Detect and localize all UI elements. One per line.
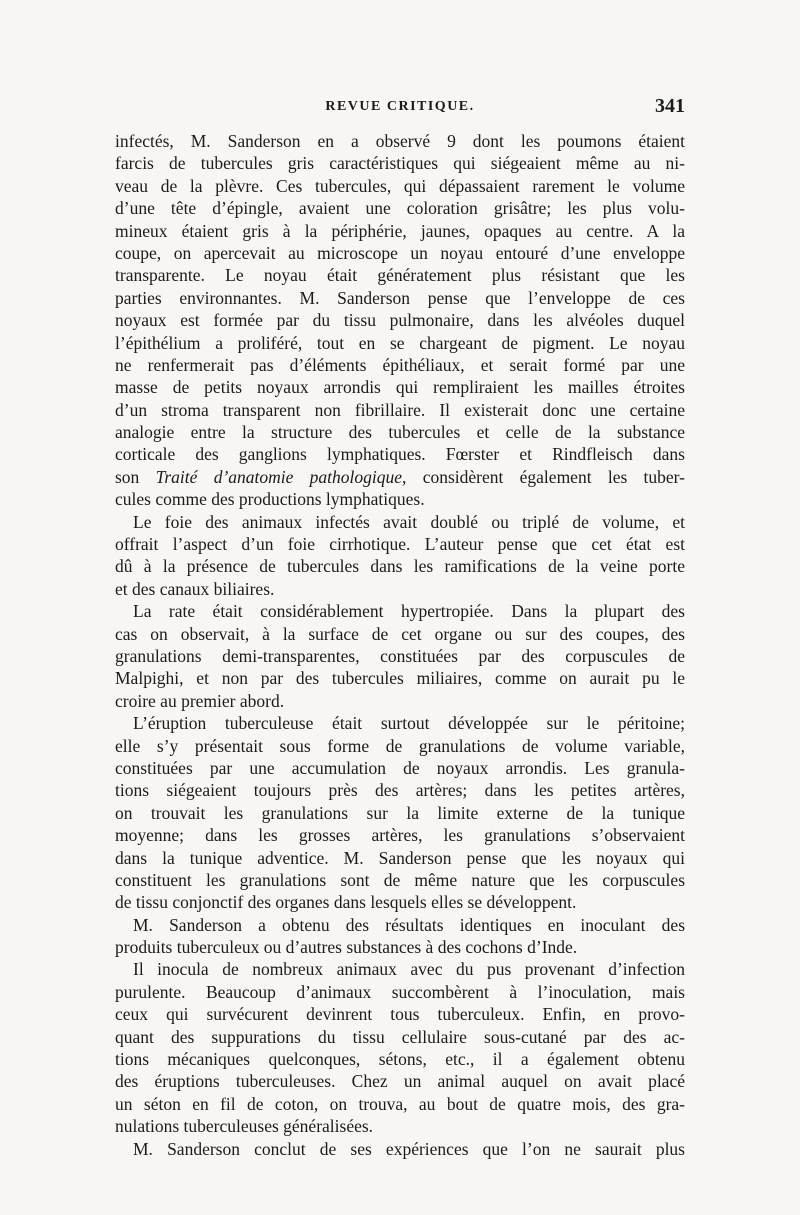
text-line: farcis de tubercules gris caractéristiques qui siégeaient même au ni-: [115, 153, 685, 174]
text-line: quant des suppurations du tissu cellulaire sous-cutané par des ac-: [115, 1026, 685, 1047]
text-line: noyaux est formée par du tissu pulmonaire, dans les alvéoles duquel: [115, 310, 685, 331]
text-line: un séton en fil de coton, on trouva, au bout de quatre mois, des gra-: [115, 1093, 685, 1114]
text-line: offrait l’aspect d’un foie cirrhotique. L’auteur pense que cet état est: [115, 534, 685, 555]
text-segment: , considèrent également les tuber-: [402, 466, 685, 487]
text-line: tions mécaniques quelconques, sétons, etc., il a également obtenu: [115, 1049, 685, 1070]
text-line: masse de petits noyaux arrondis qui rempliraient les mailles étroites: [115, 377, 685, 398]
text-line: ne renfermerait pas d’éléments épithéliaux, et serait formé par une: [115, 354, 685, 375]
text-line: constituent les granulations sont de même nature que les corpuscules: [115, 869, 685, 890]
text-line: [115, 466, 685, 488]
page-number: 341: [655, 95, 685, 117]
text-line: parties environnantes. M. Sanderson pense que l’enveloppe de ces: [115, 287, 685, 308]
text-line: La rate était considérablement hypertropiée. Dans la plupart des: [133, 601, 685, 622]
text-line: Le foie des animaux infectés avait doublé ou triplé de volume, et: [133, 511, 685, 532]
text-line: des éruptions tuberculeuses. Chez un animal auquel on avait placé: [115, 1071, 685, 1092]
text-line: Malpighi, et non par des tubercules miliaires, comme on aurait pu le: [115, 668, 685, 689]
text-line: purulente. Beaucoup d’animaux succombèrent à l’inoculation, mais: [115, 981, 685, 1002]
running-title: REVUE CRITIQUE.: [325, 99, 475, 114]
text-line: M. Sanderson a obtenu des résultats identiques en inoculant des: [133, 914, 685, 935]
text-line: transparente. Le noyau était génératement plus résistant que les: [115, 265, 685, 286]
text-line: mineux étaient gris à la périphérie, jaunes, opaques au centre. A la: [115, 220, 685, 241]
text-segment: son: [115, 466, 156, 487]
text-line: corticale des ganglions lymphatiques. Fœrster et Rindfleisch dans: [115, 444, 685, 465]
text-line: cas on observait, à la surface de cet organe ou sur des coupes, des: [115, 623, 685, 644]
text-line: veau de la plèvre. Ces tubercules, qui dépassaient rarement le volume: [115, 175, 685, 196]
text-line: dans la tunique adventice. M. Sanderson pense que les noyaux qui: [115, 847, 685, 868]
text-line: coupe, on apercevait au microscope un noyau entouré d’une enveloppe: [115, 242, 685, 263]
text-line: dû à la présence de tubercules dans les ramifications de la veine porte: [115, 556, 685, 577]
text-line: et des canaux biliaires.: [115, 578, 275, 599]
text-line: produits tuberculeux ou d’autres substances à des cochons d’Inde.: [115, 937, 578, 958]
running-head: [115, 95, 685, 125]
text-line: M. Sanderson conclut de ses expériences que l’on ne saurait plus: [133, 1138, 685, 1159]
text-line: d’une tête d’épingle, avaient une coloration grisâtre; les plus volu-: [115, 198, 685, 219]
text-line: croire au premier abord.: [115, 690, 285, 711]
text-line: nulations tuberculeuses généralisées.: [115, 1116, 374, 1137]
text-line: Il inocula de nombreux animaux avec du pus provenant d’infection: [133, 959, 685, 980]
text-line: ceux qui survécurent devinrent tous tuberculeux. Enfin, en provo-: [115, 1004, 685, 1025]
body-text: [115, 130, 685, 1160]
text-line: elle s’y présentait sous forme de granulations de volume variable,: [115, 735, 685, 756]
book-title-italic: Traité d’anatomie pathologique: [155, 466, 403, 487]
text-line: granulations demi-transparentes, constituées par des corpuscules de: [115, 645, 685, 666]
text-line: de tissu conjonctif des organes dans lesquels elles se développent.: [115, 892, 577, 913]
text-line: constituées par une accumulation de noyaux arrondis. Les granula-: [115, 757, 685, 778]
text-line: L’éruption tuberculeuse était surtout développée sur le péritoine;: [133, 713, 685, 734]
text-line: d’un stroma transparent non fibrillaire. Il existerait donc une certaine: [115, 399, 685, 420]
text-line: on trouvait les granulations sur la limite externe de la tunique: [115, 802, 685, 823]
text-line: tions siégeaient toujours près des artères; dans les petites artères,: [115, 780, 685, 801]
text-line: analogie entre la structure des tubercules et celle de la substance: [115, 422, 685, 443]
text-line: l’épithélium a proliféré, tout en se chargeant de pigment. Le noyau: [115, 332, 685, 353]
text-line: infectés, M. Sanderson en a observé 9 dont les poumons étaient: [115, 131, 685, 151]
text-line: cules comme des productions lymphatiques.: [115, 489, 425, 510]
text-line: moyenne; dans les grosses artères, les granulations s’observaient: [115, 825, 685, 846]
